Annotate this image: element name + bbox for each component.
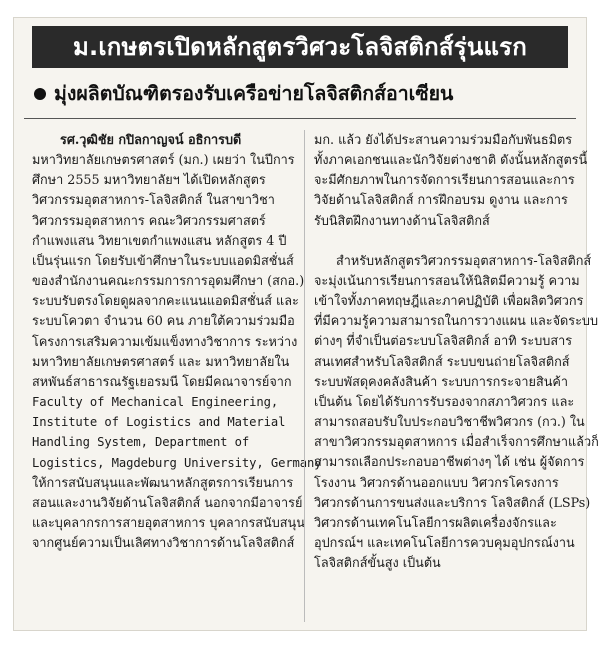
paragraph-gap (314, 231, 572, 251)
article-line: เป็นรุ่นแรก โดยรับเข้าศึกษาในระบบแอดมิสชั่นส์ (32, 252, 294, 268)
article-line: อุปกรณ์ฯ และเทคโนโลยีการควบคุมอุปกรณ์งาน (314, 534, 575, 550)
article-line: ของสำนักงานคณะกรรมการการอุดมศึกษา (สกอ.) (32, 273, 305, 289)
byline: รศ.วุฒิชัย กปิลกาญจน์ อธิการบดี (60, 132, 242, 147)
article-line: วิศวกรรมอุตสาหการ คณะวิศวกรรมศาสตร์ (32, 212, 266, 228)
article-line: โรงงาน วิศวกรด้านออกแบบ วิศวกรโครงการ (314, 474, 559, 490)
article-line: วิศวกรด้านการขนส่งและบริการ โลจิสติกส์ (LSPs) (314, 494, 591, 510)
article-line: มหาวิทยาลัยเกษตรศาสตร์ และ มหาวิทยาลัยใน (32, 353, 290, 369)
article-line: Institute of Logistics and Material (32, 415, 286, 430)
article-line: สามารถเลือกประกอบอาชีพต่างๆ ได้ เช่น ผู้จัดการ (314, 454, 585, 470)
article-line: สามารถสอบรับใบประกอบวิชาชีพวิศวกร (กว.) ใน (314, 414, 585, 430)
subheadline-row (28, 74, 574, 114)
article-line: ศึกษา 2555 มหาวิทยาลัยฯ ได้เปิดหลักสูตร (32, 172, 266, 188)
article-line: มก. แล้ว ยังได้ประสานความร่วมมือกับพันธมิตร (314, 132, 573, 147)
article-line: มหาวิทยาลัยเกษตรศาสตร์ (มก.) เผยว่า ในปีการ (32, 152, 295, 168)
article-line: Logistics, Magdeburg University, Germany (32, 455, 322, 470)
top-rule (24, 118, 576, 119)
article-line: ระบบพัสดุคงคลังสินค้า ระบบการกระจายสินค้า (314, 373, 568, 389)
article-line: กำแพงแสน วิทยาเขตกำแพงแสน หลักสูตร 4 ปี (32, 232, 287, 248)
article-line: Faculty of Mechanical Engineering, (32, 395, 279, 410)
article-line: โครงการเสริมความเข้มแข็งทางวิชาการ ระหว่าง (32, 333, 298, 349)
article-line: ระบบโควตา จำนวน 60 คน ภายใต้ความร่วมมือ (32, 313, 295, 329)
article-column-left (32, 130, 322, 553)
bullet-icon (34, 88, 46, 100)
article-line: ทั้งภาคเอกชนและนักวิจัยต่างชาติ ดังนั้นหลักสูตรนี้ (314, 152, 588, 168)
article-line: เข้าใจทั้งภาคทฤษฎีและภาคปฏิบัติ เพื่อผลิตวิศวกร (314, 293, 584, 309)
column-divider (304, 130, 305, 622)
article-line: สหพันธ์สาธารณรัฐเยอรมนี โดยมีคณาจารย์จาก (32, 373, 292, 389)
article-line: จะมีศักยภาพในการจัดการเรียนการสอนและการ (314, 172, 575, 188)
article-line: โลจิสติกส์ขั้นสูง เป็นต้น (314, 555, 441, 571)
headline: ม.เกษตรเปิดหลักสูตรวิศวะโลจิสติกส์รุ่นแรก (32, 26, 568, 68)
article-line: วิศวกรรมอุตสาหการ-โลจิสติกส์ ในสาขาวิชา (32, 192, 275, 208)
article-column-right (314, 130, 599, 573)
article-line: Handling System, Department of (32, 435, 250, 450)
article-line: สอนและงานวิจัยด้านโลจิสติกส์ นอกจากมีอาจารย์ (32, 494, 303, 510)
newspaper-clipping (14, 18, 599, 630)
article-line: สำหรับหลักสูตรวิศวกรรมอุตสาหการ-โลจิสติกส์ (336, 252, 592, 268)
article-line: ระบบรับตรงโดยดูผลจากคะแนนแอดมิสชั่นส์ และ (32, 293, 299, 309)
article-line: สาขาวิศวกรรมอุตสาหการ เมื่อสำเร็จการศึกษาแล้วก็ (314, 434, 599, 450)
article-line: จะมุ่งเน้นการเรียนการสอนให้นิสิตมีความรู้ ความ (314, 272, 580, 288)
article-line: และบุคลากรการสายอุตสาหการ บุคลากรสนับสนุน (32, 514, 305, 530)
article-line: วิศวกรด้านเทคโนโลยีการผลิตเครื่องจักรและ (314, 514, 557, 530)
article-line: วิจัยด้านโลจิสติกส์ การฝึกอบรม ดูงาน และการ (314, 192, 568, 208)
article-line: ที่มีความรู้ความสามารถในการวางแผน และจัดระบบ (314, 313, 599, 329)
article-line: จากศูนย์ความเป็นเลิศทางวิชาการด้านโลจิสติกส์ (32, 535, 295, 551)
subheadline: มุ่งผลิตบัณฑิตรองรับเครือข่ายโลจิสติกส์อาเซียน (54, 82, 454, 105)
article-line: ต่างๆ ที่จำเป็นต่อระบบโลจิสติกส์ อาทิ ระบบสาร (314, 333, 573, 349)
article-line: เป็นต้น โดยได้รับการรับรองจากสภาวิศวกร และ (314, 393, 575, 409)
article-line: รับนิสิตฝึกงานทางด้านโลจิสติกส์ (314, 212, 490, 228)
article-line: ให้การสนับสนุนและพัฒนาหลักสูตรการเรียนการ (32, 474, 294, 490)
article-line: สนเทศสำหรับโลจิสติกส์ ระบบขนถ่ายโลจิสติกส์ (314, 353, 570, 369)
